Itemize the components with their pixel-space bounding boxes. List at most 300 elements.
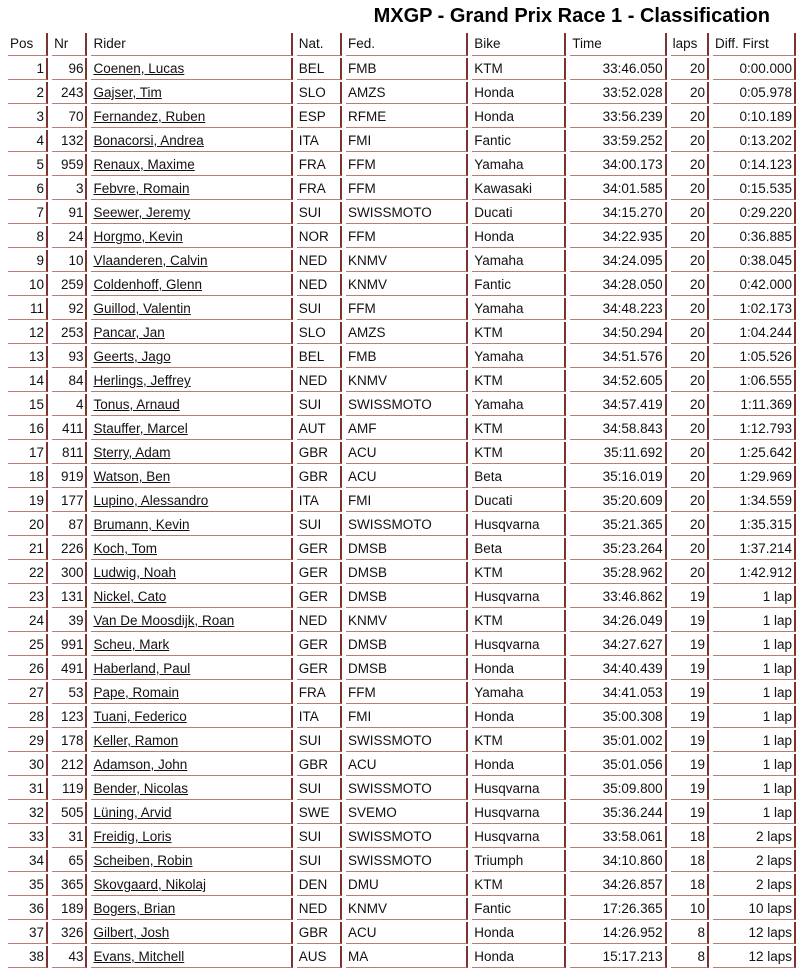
cell-nat: SUI: [297, 514, 342, 536]
cell-bike: KTM: [472, 562, 566, 584]
column-header-time: Time: [570, 33, 666, 56]
cell-rider[interactable]: Stauffer, Marcel: [91, 418, 292, 440]
cell-bike: Honda: [472, 226, 566, 248]
cell-bike: KTM: [472, 418, 566, 440]
cell-time: 35:28.962: [570, 562, 666, 584]
cell-time: 33:58.061: [570, 826, 666, 848]
cell-fed: AMZS: [346, 82, 468, 104]
cell-laps: 19: [671, 706, 709, 728]
cell-bike: KTM: [472, 874, 566, 896]
cell-fed: KNMV: [346, 250, 468, 272]
cell-diff: 0:36.885: [713, 226, 796, 248]
cell-rider[interactable]: Tuani, Federico: [91, 706, 292, 728]
cell-laps: 8: [671, 946, 709, 968]
cell-rider[interactable]: Herlings, Jeffrey: [91, 370, 292, 392]
cell-bike: Kawasaki: [472, 178, 566, 200]
cell-pos: 26: [8, 658, 48, 680]
cell-laps: 18: [671, 850, 709, 872]
cell-fed: KNMV: [346, 274, 468, 296]
cell-fed: ACU: [346, 754, 468, 776]
cell-diff: 1 lap: [713, 706, 796, 728]
cell-rider[interactable]: Febvre, Romain: [91, 178, 292, 200]
cell-fed: DMSB: [346, 658, 468, 680]
cell-fed: FMI: [346, 706, 468, 728]
cell-time: 17:26.365: [570, 898, 666, 920]
cell-nr: 123: [52, 706, 87, 728]
table-row: [8, 778, 796, 800]
cell-diff: 2 laps: [713, 874, 796, 896]
cell-pos: 27: [8, 682, 48, 704]
cell-rider[interactable]: Pancar, Jan: [91, 322, 292, 344]
table-row: [8, 946, 796, 968]
cell-time: 34:40.439: [570, 658, 666, 680]
cell-bike: KTM: [472, 442, 566, 464]
cell-nat: NOR: [297, 226, 342, 248]
cell-rider[interactable]: Pape, Romain: [91, 682, 292, 704]
cell-time: 33:46.862: [570, 586, 666, 608]
cell-diff: 0:42.000: [713, 274, 796, 296]
cell-diff: 1:12.793: [713, 418, 796, 440]
cell-fed: MA: [346, 946, 468, 968]
table-row: [8, 466, 796, 488]
cell-bike: Honda: [472, 82, 566, 104]
cell-bike: Beta: [472, 538, 566, 560]
cell-pos: 22: [8, 562, 48, 584]
cell-diff: 1:29.969: [713, 466, 796, 488]
cell-nr: 3: [52, 178, 87, 200]
cell-bike: KTM: [472, 322, 566, 344]
cell-laps: 20: [671, 418, 709, 440]
cell-time: 34:48.223: [570, 298, 666, 320]
cell-nr: 991: [52, 634, 87, 656]
cell-bike: Husqvarna: [472, 778, 566, 800]
cell-laps: 20: [671, 154, 709, 176]
cell-laps: 19: [671, 802, 709, 824]
cell-bike: Fantic: [472, 274, 566, 296]
cell-rider[interactable]: Adamson, John: [91, 754, 292, 776]
cell-pos: 30: [8, 754, 48, 776]
cell-pos: 31: [8, 778, 48, 800]
table-row: [8, 922, 796, 944]
cell-fed: AMF: [346, 418, 468, 440]
cell-diff: 0:05.978: [713, 82, 796, 104]
cell-pos: 23: [8, 586, 48, 608]
cell-time: 34:26.857: [570, 874, 666, 896]
cell-fed: FMB: [346, 58, 468, 80]
cell-pos: 14: [8, 370, 48, 392]
cell-diff: 1:02.173: [713, 298, 796, 320]
cell-time: 34:27.627: [570, 634, 666, 656]
cell-bike: Yamaha: [472, 298, 566, 320]
cell-fed: FFM: [346, 178, 468, 200]
table-row: [8, 226, 796, 248]
cell-nat: SUI: [297, 778, 342, 800]
cell-laps: 20: [671, 274, 709, 296]
table-row: [8, 538, 796, 560]
cell-pos: 16: [8, 418, 48, 440]
cell-nr: 96: [52, 58, 87, 80]
cell-rider[interactable]: Fernandez, Ruben: [91, 106, 292, 128]
cell-laps: 20: [671, 514, 709, 536]
cell-fed: FMB: [346, 346, 468, 368]
cell-pos: 11: [8, 298, 48, 320]
cell-bike: KTM: [472, 370, 566, 392]
cell-pos: 5: [8, 154, 48, 176]
cell-nr: 91: [52, 202, 87, 224]
table-row: [8, 322, 796, 344]
cell-nr: 53: [52, 682, 87, 704]
cell-time: 34:41.053: [570, 682, 666, 704]
table-row: [8, 658, 796, 680]
cell-nat: GBR: [297, 754, 342, 776]
cell-pos: 13: [8, 346, 48, 368]
cell-nat: NED: [297, 274, 342, 296]
cell-nr: 365: [52, 874, 87, 896]
cell-time: 34:15.270: [570, 202, 666, 224]
cell-rider[interactable]: Guillod, Valentin: [91, 298, 292, 320]
cell-fed: ACU: [346, 466, 468, 488]
cell-nat: GER: [297, 562, 342, 584]
cell-time: 34:50.294: [570, 322, 666, 344]
cell-bike: Husqvarna: [472, 634, 566, 656]
cell-nr: 131: [52, 586, 87, 608]
cell-bike: Yamaha: [472, 346, 566, 368]
cell-laps: 20: [671, 82, 709, 104]
cell-nr: 93: [52, 346, 87, 368]
cell-rider[interactable]: Coenen, Lucas: [91, 58, 292, 80]
cell-nat: ESP: [297, 106, 342, 128]
cell-pos: 6: [8, 178, 48, 200]
cell-time: 34:52.605: [570, 370, 666, 392]
cell-nr: 491: [52, 658, 87, 680]
cell-nat: DEN: [297, 874, 342, 896]
cell-fed: SWISSMOTO: [346, 394, 468, 416]
cell-nr: 959: [52, 154, 87, 176]
table-row: [8, 514, 796, 536]
cell-diff: 1 lap: [713, 586, 796, 608]
cell-diff: 1:05.526: [713, 346, 796, 368]
cell-bike: Honda: [472, 946, 566, 968]
cell-bike: Yamaha: [472, 682, 566, 704]
cell-nr: 132: [52, 130, 87, 152]
header-row: [8, 33, 796, 56]
cell-nr: 189: [52, 898, 87, 920]
cell-diff: 12 laps: [713, 922, 796, 944]
column-header-fed: Fed.: [346, 33, 468, 56]
cell-time: 33:52.028: [570, 82, 666, 104]
cell-nr: 226: [52, 538, 87, 560]
cell-fed: SWISSMOTO: [346, 850, 468, 872]
cell-bike: Yamaha: [472, 154, 566, 176]
cell-time: 15:17.213: [570, 946, 666, 968]
cell-rider[interactable]: Bonacorsi, Andrea: [91, 130, 292, 152]
cell-fed: FMI: [346, 490, 468, 512]
table-row: [8, 202, 796, 224]
cell-laps: 19: [671, 586, 709, 608]
cell-bike: Fantic: [472, 130, 566, 152]
cell-nr: 212: [52, 754, 87, 776]
cell-rider[interactable]: Keller, Ramon: [91, 730, 292, 752]
cell-rider[interactable]: Renaux, Maxime: [91, 154, 292, 176]
cell-fed: ACU: [346, 442, 468, 464]
cell-time: 35:00.308: [570, 706, 666, 728]
cell-nr: 31: [52, 826, 87, 848]
cell-diff: 1:04.244: [713, 322, 796, 344]
cell-fed: SWISSMOTO: [346, 514, 468, 536]
classification-table: [4, 31, 800, 970]
cell-time: 35:11.692: [570, 442, 666, 464]
cell-rider[interactable]: Van De Moosdijk, Roan: [91, 610, 292, 632]
column-header-laps: laps: [671, 33, 709, 56]
cell-laps: 19: [671, 682, 709, 704]
table-row: [8, 178, 796, 200]
cell-rider[interactable]: Lüning, Arvid: [91, 802, 292, 824]
cell-pos: 10: [8, 274, 48, 296]
cell-rider[interactable]: Nickel, Cato: [91, 586, 292, 608]
cell-time: 34:01.585: [570, 178, 666, 200]
cell-fed: SWISSMOTO: [346, 202, 468, 224]
cell-rider[interactable]: Ludwig, Noah: [91, 562, 292, 584]
cell-rider[interactable]: Lupino, Alessandro: [91, 490, 292, 512]
cell-fed: ACU: [346, 922, 468, 944]
cell-laps: 18: [671, 826, 709, 848]
table-body: [8, 58, 796, 968]
cell-time: 34:28.050: [570, 274, 666, 296]
table-header: [8, 33, 796, 56]
cell-nat: NED: [297, 898, 342, 920]
cell-rider[interactable]: Scheiben, Robin: [91, 850, 292, 872]
cell-nr: 43: [52, 946, 87, 968]
cell-nr: 92: [52, 298, 87, 320]
cell-rider[interactable]: Bender, Nicolas: [91, 778, 292, 800]
cell-laps: 8: [671, 922, 709, 944]
cell-time: 34:58.843: [570, 418, 666, 440]
cell-rider[interactable]: Haberland, Paul: [91, 658, 292, 680]
cell-bike: Yamaha: [472, 250, 566, 272]
cell-bike: Triumph: [472, 850, 566, 872]
cell-nr: 300: [52, 562, 87, 584]
cell-pos: 37: [8, 922, 48, 944]
cell-pos: 9: [8, 250, 48, 272]
cell-pos: 28: [8, 706, 48, 728]
cell-nat: ITA: [297, 490, 342, 512]
table-row: [8, 58, 796, 80]
cell-bike: Husqvarna: [472, 586, 566, 608]
cell-bike: Honda: [472, 754, 566, 776]
cell-nat: GBR: [297, 442, 342, 464]
cell-laps: 20: [671, 226, 709, 248]
cell-laps: 20: [671, 298, 709, 320]
table-row: [8, 298, 796, 320]
cell-bike: Husqvarna: [472, 514, 566, 536]
page-title: MXGP - Grand Prix Race 1 - Classification: [373, 5, 770, 27]
cell-time: 14:26.952: [570, 922, 666, 944]
table-row: [8, 826, 796, 848]
cell-rider[interactable]: Vlaanderen, Calvin: [91, 250, 292, 272]
cell-bike: Beta: [472, 466, 566, 488]
cell-fed: AMZS: [346, 322, 468, 344]
cell-nr: 4: [52, 394, 87, 416]
cell-bike: Honda: [472, 106, 566, 128]
cell-time: 34:57.419: [570, 394, 666, 416]
cell-bike: Honda: [472, 922, 566, 944]
cell-time: 35:20.609: [570, 490, 666, 512]
cell-nat: SWE: [297, 802, 342, 824]
cell-rider[interactable]: Scheu, Mark: [91, 634, 292, 656]
cell-nat: FRA: [297, 154, 342, 176]
cell-time: 35:21.365: [570, 514, 666, 536]
cell-nat: AUT: [297, 418, 342, 440]
cell-pos: 29: [8, 730, 48, 752]
cell-rider[interactable]: Freidig, Loris: [91, 826, 292, 848]
cell-time: 34:26.049: [570, 610, 666, 632]
cell-laps: 20: [671, 178, 709, 200]
cell-nat: GBR: [297, 922, 342, 944]
cell-pos: 12: [8, 322, 48, 344]
cell-diff: 2 laps: [713, 850, 796, 872]
cell-rider[interactable]: Koch, Tom: [91, 538, 292, 560]
cell-diff: 0:15.535: [713, 178, 796, 200]
cell-rider[interactable]: Evans, Mitchell: [91, 946, 292, 968]
cell-pos: 32: [8, 802, 48, 824]
cell-time: 35:16.019: [570, 466, 666, 488]
table-row: [8, 634, 796, 656]
cell-nr: 411: [52, 418, 87, 440]
cell-pos: 1: [8, 58, 48, 80]
table-row: [8, 370, 796, 392]
cell-rider[interactable]: Geerts, Jago: [91, 346, 292, 368]
cell-diff: 10 laps: [713, 898, 796, 920]
cell-nr: 243: [52, 82, 87, 104]
cell-diff: 1:37.214: [713, 538, 796, 560]
cell-bike: KTM: [472, 58, 566, 80]
table-row: [8, 442, 796, 464]
cell-nr: 177: [52, 490, 87, 512]
cell-nr: 259: [52, 274, 87, 296]
cell-time: 35:01.002: [570, 730, 666, 752]
cell-pos: 8: [8, 226, 48, 248]
cell-bike: Husqvarna: [472, 802, 566, 824]
cell-nr: 87: [52, 514, 87, 536]
cell-pos: 15: [8, 394, 48, 416]
cell-diff: 1:25.642: [713, 442, 796, 464]
cell-time: 34:22.935: [570, 226, 666, 248]
cell-nat: GER: [297, 586, 342, 608]
cell-fed: DMSB: [346, 562, 468, 584]
cell-diff: 1 lap: [713, 754, 796, 776]
cell-nat: SUI: [297, 826, 342, 848]
table-row: [8, 682, 796, 704]
cell-laps: 10: [671, 898, 709, 920]
cell-bike: Honda: [472, 658, 566, 680]
cell-nat: NED: [297, 610, 342, 632]
cell-pos: 34: [8, 850, 48, 872]
cell-nr: 505: [52, 802, 87, 824]
cell-diff: 1:06.555: [713, 370, 796, 392]
cell-rider[interactable]: Seewer, Jeremy: [91, 202, 292, 224]
cell-nat: SUI: [297, 730, 342, 752]
cell-pos: 18: [8, 466, 48, 488]
cell-laps: 20: [671, 370, 709, 392]
cell-nat: FRA: [297, 178, 342, 200]
cell-laps: 20: [671, 58, 709, 80]
cell-laps: 20: [671, 130, 709, 152]
cell-diff: 1 lap: [713, 730, 796, 752]
cell-laps: 20: [671, 538, 709, 560]
cell-rider[interactable]: Gajser, Tim: [91, 82, 292, 104]
table-row: [8, 394, 796, 416]
cell-diff: 1 lap: [713, 634, 796, 656]
cell-fed: DMSB: [346, 538, 468, 560]
cell-fed: FFM: [346, 154, 468, 176]
cell-time: 33:46.050: [570, 58, 666, 80]
cell-pos: 2: [8, 82, 48, 104]
column-header-rider: Rider: [91, 33, 292, 56]
cell-nat: GER: [297, 658, 342, 680]
cell-time: 34:10.860: [570, 850, 666, 872]
cell-rider[interactable]: Sterry, Adam: [91, 442, 292, 464]
cell-fed: DMSB: [346, 586, 468, 608]
cell-nr: 24: [52, 226, 87, 248]
cell-diff: 1:42.912: [713, 562, 796, 584]
cell-time: 33:56.239: [570, 106, 666, 128]
cell-fed: KNMV: [346, 370, 468, 392]
cell-bike: Honda: [472, 706, 566, 728]
cell-laps: 20: [671, 202, 709, 224]
cell-nat: ITA: [297, 130, 342, 152]
cell-fed: SWISSMOTO: [346, 730, 468, 752]
cell-pos: 20: [8, 514, 48, 536]
cell-nat: SUI: [297, 298, 342, 320]
cell-fed: SVEMO: [346, 802, 468, 824]
cell-rider[interactable]: Skovgaard, Nikolaj: [91, 874, 292, 896]
cell-rider[interactable]: Coldenhoff, Glenn: [91, 274, 292, 296]
cell-fed: FMI: [346, 130, 468, 152]
cell-rider[interactable]: Watson, Ben: [91, 466, 292, 488]
cell-fed: KNMV: [346, 610, 468, 632]
cell-fed: DMSB: [346, 634, 468, 656]
cell-laps: 19: [671, 730, 709, 752]
cell-diff: 0:38.045: [713, 250, 796, 272]
cell-bike: Fantic: [472, 898, 566, 920]
cell-nat: BEL: [297, 58, 342, 80]
cell-laps: 19: [671, 610, 709, 632]
cell-nr: 65: [52, 850, 87, 872]
cell-fed: FFM: [346, 298, 468, 320]
cell-fed: RFME: [346, 106, 468, 128]
cell-nat: SLO: [297, 82, 342, 104]
table-row: [8, 706, 796, 728]
cell-rider[interactable]: Gilbert, Josh: [91, 922, 292, 944]
cell-fed: DMU: [346, 874, 468, 896]
cell-nat: SUI: [297, 202, 342, 224]
cell-nr: 326: [52, 922, 87, 944]
cell-nat: BEL: [297, 346, 342, 368]
cell-diff: 2 laps: [713, 826, 796, 848]
table-row: [8, 586, 796, 608]
cell-nat: AUS: [297, 946, 342, 968]
cell-bike: Husqvarna: [472, 826, 566, 848]
cell-rider[interactable]: Brumann, Kevin: [91, 514, 292, 536]
cell-time: 33:59.252: [570, 130, 666, 152]
cell-rider[interactable]: Horgmo, Kevin: [91, 226, 292, 248]
cell-rider[interactable]: Bogers, Brian: [91, 898, 292, 920]
cell-rider[interactable]: Tonus, Arnaud: [91, 394, 292, 416]
cell-pos: 19: [8, 490, 48, 512]
cell-nat: NED: [297, 370, 342, 392]
cell-diff: 1 lap: [713, 610, 796, 632]
cell-pos: 25: [8, 634, 48, 656]
